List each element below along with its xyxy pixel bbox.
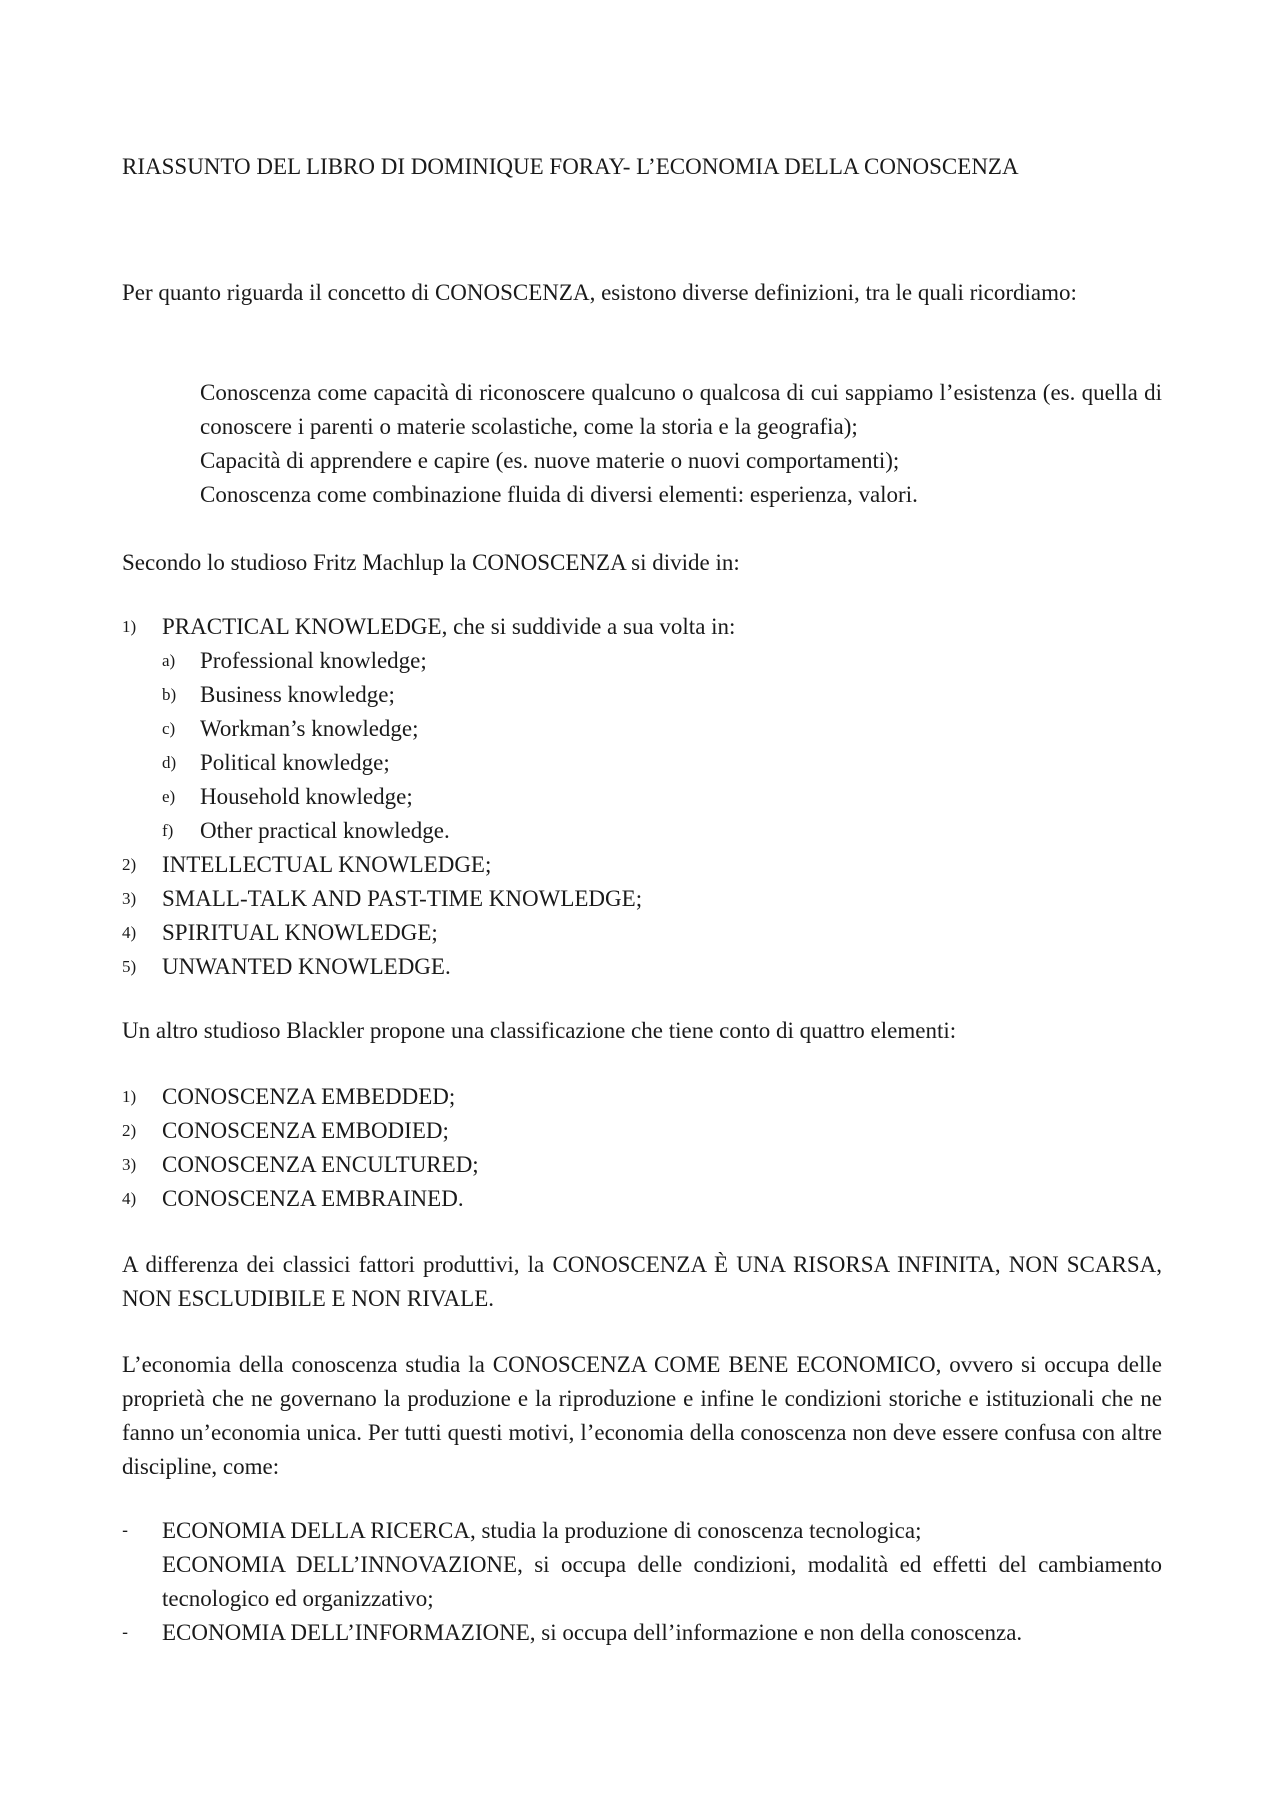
economy-paragraph: L’economia della conoscenza studia la CONOSCENZA COME BENE ECONOMICO, ovvero si occupa delle proprietà che ne governano la produzione e la riproduzione e infine le condizioni storiche e istituzionali che ne fanno un’economia unica. Per tutti questi motivi, l’economia della conoscenza non deve essere confusa con altre discipline, come: — [122, 1352, 1162, 1479]
list-text: CONOSCENZA EMBRAINED. — [162, 1186, 464, 1211]
list-number: 3) — [122, 889, 137, 908]
list-number: e) — [162, 787, 176, 806]
blackler-list-item — [122, 1080, 1162, 1114]
machlup-list-item — [122, 814, 1162, 848]
machlup-list-item — [122, 950, 1162, 984]
list-number: f) — [162, 821, 174, 840]
machlup-list-item — [122, 678, 1162, 712]
list-text: SPIRITUAL KNOWLEDGE; — [162, 920, 438, 945]
discipline-text: ECONOMIA DELL’INNOVAZIONE, si occupa delle condizioni, modalità ed effetti del cambiamento tecnologico ed organizzativo; — [162, 1552, 1162, 1611]
list-number: 3) — [122, 1155, 137, 1174]
definition-item: Conoscenza come combinazione fluida di diversi elementi: esperienza, valori. — [200, 482, 918, 507]
dash-bullet-icon: - — [122, 1623, 129, 1643]
list-number: 2) — [122, 1121, 137, 1140]
definition-item: Capacità di apprendere e capire (es. nuove materie o nuovi comportamenti); — [200, 448, 900, 473]
machlup-intro: Secondo lo studioso Fritz Machlup la CONOSCENZA si divide in: — [122, 550, 740, 575]
list-number: 1) — [122, 617, 137, 636]
blackler-list-item — [122, 1182, 1162, 1216]
machlup-list-item — [122, 848, 1162, 882]
list-text: SMALL-TALK AND PAST-TIME KNOWLEDGE; — [162, 886, 643, 911]
list-text: Workman’s knowledge; — [200, 716, 419, 741]
discipline-text: ECONOMIA DELLA RICERCA, studia la produzione di conoscenza tecnologica; — [162, 1518, 922, 1543]
list-number: 1) — [122, 1087, 137, 1106]
list-text: Professional knowledge; — [200, 648, 427, 673]
list-text: CONOSCENZA EMBODIED; — [162, 1118, 449, 1143]
list-text: CONOSCENZA EMBEDDED; — [162, 1084, 456, 1109]
discipline-text: ECONOMIA DELL’INFORMAZIONE, si occupa dell’informazione e non della conoscenza. — [162, 1620, 1023, 1645]
machlup-list-item — [122, 916, 1162, 950]
dash-bullet-icon: - — [122, 1521, 129, 1541]
intro-paragraph: Per quanto riguarda il concetto di CONOSCENZA, esistono diverse definizioni, tra le quali ricordiamo: — [122, 280, 1077, 305]
list-text: Other practical knowledge. — [200, 818, 450, 843]
blackler-list — [122, 1080, 1162, 1216]
resource-paragraph: A differenza dei classici fattori produttivi, la CONOSCENZA È UNA RISORSA INFINITA, NON SCARSA, NON ESCLUDIBILE E NON RIVALE. — [122, 1252, 1162, 1311]
machlup-list-item — [122, 746, 1162, 780]
list-number: 4) — [122, 923, 137, 942]
machlup-list-item — [122, 780, 1162, 814]
list-text: UNWANTED KNOWLEDGE. — [162, 954, 451, 979]
list-text: PRACTICAL KNOWLEDGE, che si suddivide a sua volta in: — [162, 614, 736, 639]
blackler-list-item — [122, 1148, 1162, 1182]
machlup-list-item — [122, 712, 1162, 746]
list-number: c) — [162, 719, 176, 738]
list-number: d) — [162, 753, 177, 772]
list-text: INTELLECTUAL KNOWLEDGE; — [162, 852, 492, 877]
list-text: Business knowledge; — [200, 682, 395, 707]
discipline-item — [122, 1616, 1162, 1650]
definitions-block — [200, 376, 1162, 512]
machlup-list-item — [122, 882, 1162, 916]
blackler-intro: Un altro studioso Blackler propone una classificazione che tiene conto di quattro elementi: — [122, 1018, 957, 1043]
list-number: 5) — [122, 957, 137, 976]
machlup-list-item — [122, 644, 1162, 678]
document-title: RIASSUNTO DEL LIBRO DI DOMINIQUE FORAY- L’ECONOMIA DELLA CONOSCENZA — [122, 154, 1019, 179]
disciplines-list — [122, 1514, 1162, 1650]
discipline-item — [122, 1548, 1162, 1616]
list-number: 2) — [122, 855, 137, 874]
list-text: Political knowledge; — [200, 750, 390, 775]
list-number: b) — [162, 685, 177, 704]
blackler-list-item — [122, 1114, 1162, 1148]
machlup-list-item — [122, 610, 1162, 644]
definition-item: Conoscenza come capacità di riconoscere qualcuno o qualcosa di cui sappiamo l’esistenza (es. quella di conoscere i parenti o materie scolastiche, come la storia e la geografia); — [200, 380, 1162, 439]
list-text: Household knowledge; — [200, 784, 413, 809]
list-number: 4) — [122, 1189, 137, 1208]
discipline-item — [122, 1514, 1162, 1548]
list-text: CONOSCENZA ENCULTURED; — [162, 1152, 479, 1177]
machlup-list — [122, 610, 1162, 984]
list-number: a) — [162, 651, 176, 670]
